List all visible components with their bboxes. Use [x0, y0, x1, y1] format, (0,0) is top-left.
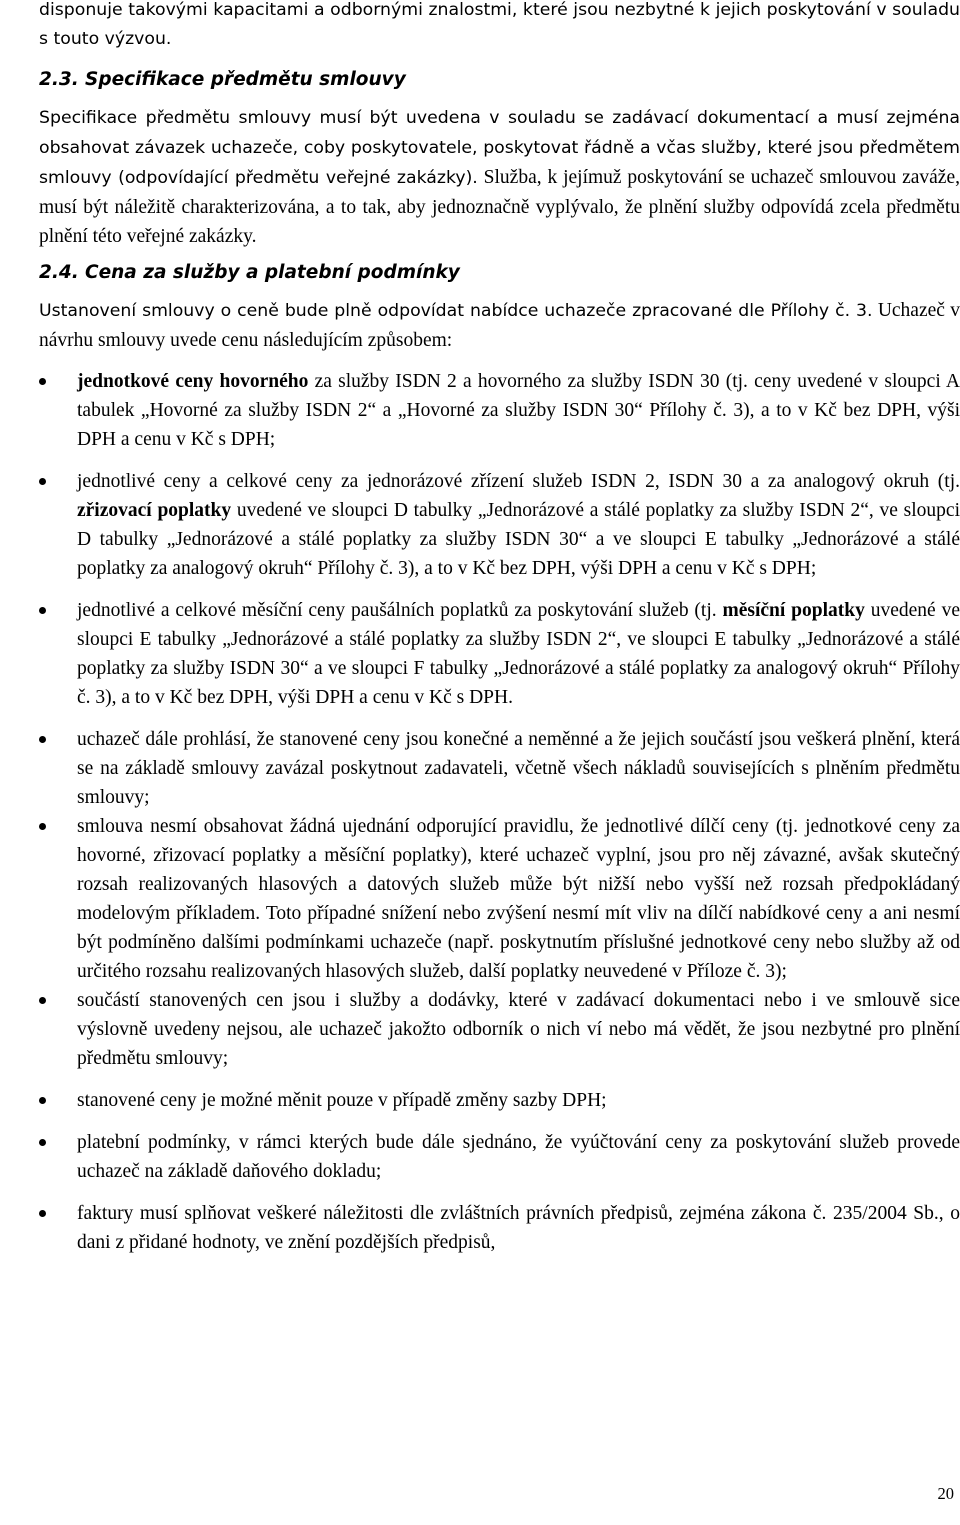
paragraph-part-2: Uchazeč v návrhu smlouvy uvede cenu následujícím způsobem: — [39, 300, 960, 351]
paragraph-part-1: Ustanovení smlouvy o ceně bude plně odpovídat nabídce uchazeče zpracované dle Přílohy č. 3. — [39, 301, 873, 321]
bold-term: jednotkové ceny hovorného — [77, 371, 309, 392]
list-item-text: faktury musí splňovat veškeré náležitosti dle zvláštních právních předpisů, zejména zákona č. 235/2004 Sb., o dani z přidané hodnoty, ve znění pozdějších předpisů, — [77, 1203, 960, 1253]
list-item-text: uvedené ve sloupci E tabulky „Jednorázové a stálé poplatky za služby ISDN 2“, ve sloupci E tabulky „Jednorázové a stálé poplatky za služby ISDN 30“ a ve sloupci F tabulky „Jednorázové a stálé poplatky za analogový okruh“ Přílohy č. 3), a to v Kč bez DPH, výši DPH a cenu v Kč s DPH. — [77, 600, 960, 708]
bullet-icon — [39, 1210, 46, 1217]
intro-paragraph: disponuje takovými kapacitami a odbornými znalostmi, které jsou nezbytné k jejich poskytování v souladu s touto výzvou. — [39, 0, 960, 49]
list-item — [39, 1086, 960, 1115]
list-item — [39, 986, 960, 1073]
list-item-text: uvedené ve sloupci D tabulky „Jednorázové a stálé poplatky za služby ISDN 2“, ve sloupci D tabulky „Jednorázové a stálé poplatky za služby ISDN 30“ a ve sloupci E tabulky „Jednorázové a stálé poplatky za analogový okruh“ Přílohy č. 3), a to v Kč bez DPH, výši DPH a cenu v Kč s DPH; — [77, 500, 960, 579]
section-number: 2.4. — [39, 262, 79, 283]
list-item — [39, 725, 960, 812]
paragraph-part-2: Služba, k jejímuž poskytování se uchazeč smlouvou zaváže, musí být náležitě charakterizována, a to tak, aby jednoznačně vyplývalo, že plnění služby odpovídá zcela předmětu plnění této veřejné zakázky. — [39, 167, 960, 247]
list-item — [39, 1128, 960, 1186]
list-item-text: uchazeč dále prohlásí, že stanovené ceny jsou konečné a neměnné a že jejich součástí jsou veškerá plnění, která se na základě smlouvy zavázal poskytnout zadavateli, včetně všech nákladů souvisejících s plněním předmětu smlouvy; — [77, 729, 960, 808]
document-page — [39, 0, 960, 1257]
list-item — [39, 596, 960, 712]
section-2-3-paragraph — [39, 103, 960, 251]
list-item-text: smlouva nesmí obsahovat žádná ujednání odporující pravidlu, že jednotlivé dílčí ceny (tj. jednotkové ceny za hovorné, zřizovací poplatky a měsíční poplatky), které uchazeč vyplní, jsou pro něj závazné, avšak skutečný rozsah realizovaných hlasových a datových služeb může být nižší nebo vyšší než rozsah předpokládaný modelovým příkladem. Toto případné snížení nebo zvýšení nesmí mít vliv na dílčí nabídkové ceny a ani nesmí být podmíněno dalšími podmínkami uchazeče (např. poskytnutím příslušné jednotkové ceny nebo služby až od určitého rozsahu realizovaných hlasových služeb, další poplatky neuvedené v Příloze č. 3); — [77, 816, 960, 982]
price-conditions-list — [39, 367, 960, 1257]
bold-term: zřizovací poplatky — [77, 500, 232, 521]
section-2-4-paragraph — [39, 296, 960, 355]
list-item — [39, 467, 960, 583]
list-item — [39, 812, 960, 986]
bullet-icon — [39, 1097, 46, 1104]
bullet-icon — [39, 997, 46, 1004]
list-item — [39, 367, 960, 454]
section-title: Cena za služby a platební podmínky — [85, 262, 460, 283]
list-item — [39, 1199, 960, 1257]
bullet-icon — [39, 607, 46, 614]
bullet-icon — [39, 823, 46, 830]
bullet-icon — [39, 736, 46, 743]
bullet-icon — [39, 478, 46, 485]
section-heading-2-3 — [39, 65, 960, 94]
bold-term: měsíční poplatky — [722, 600, 865, 621]
list-item-text: stanovené ceny je možné měnit pouze v případě změny sazby DPH; — [77, 1090, 607, 1111]
list-item-text: jednotlivé a celkové měsíční ceny paušálních poplatků za poskytování služeb (tj. — [77, 600, 723, 621]
page-number: 20 — [937, 1484, 954, 1503]
list-item-text: jednotlivé ceny a celkové ceny za jednorázové zřízení služeb ISDN 2, ISDN 30 a za analogový okruh (tj. — [77, 471, 960, 492]
section-heading-2-4 — [39, 258, 960, 287]
paragraph-part-1: Specifikace předmětu smlouvy musí být uvedena v souladu se zadávací dokumentací a musí zejména obsahovat závazek uchazeče, coby poskytovatele, poskytovat řádně a včas služby, které jsou předmětem smlouvy (odpovídající předmětu veřejné zakázky). — [39, 108, 960, 188]
list-item-text: součástí stanovených cen jsou i služby a dodávky, které v zadávací dokumentaci nebo i ve smlouvě sice výslovně uvedeny nejsou, ale uchazeč jakožto odborník o nich ví nebo má vědět, že jsou nezbytné pro plnění předmětu smlouvy; — [77, 990, 960, 1069]
bullet-icon — [39, 1139, 46, 1146]
bullet-icon — [39, 378, 46, 385]
section-number: 2.3. — [39, 69, 79, 90]
list-item-text: za služby ISDN 2 a hovorného za služby ISDN 30 (tj. ceny uvedené v sloupci A tabulek „Hovorné za služby ISDN 2“ a „Hovorné za služby ISDN 30“ Přílohy č. 3), a to v Kč bez DPH, výši DPH a cenu v Kč s DPH; — [77, 371, 960, 450]
section-title: Specifikace předmětu smlouvy — [85, 69, 406, 90]
list-item-text: platební podmínky, v rámci kterých bude dále sjednáno, že vyúčtování ceny za poskytování služeb provede uchazeč na základě daňového dokladu; — [77, 1132, 960, 1182]
